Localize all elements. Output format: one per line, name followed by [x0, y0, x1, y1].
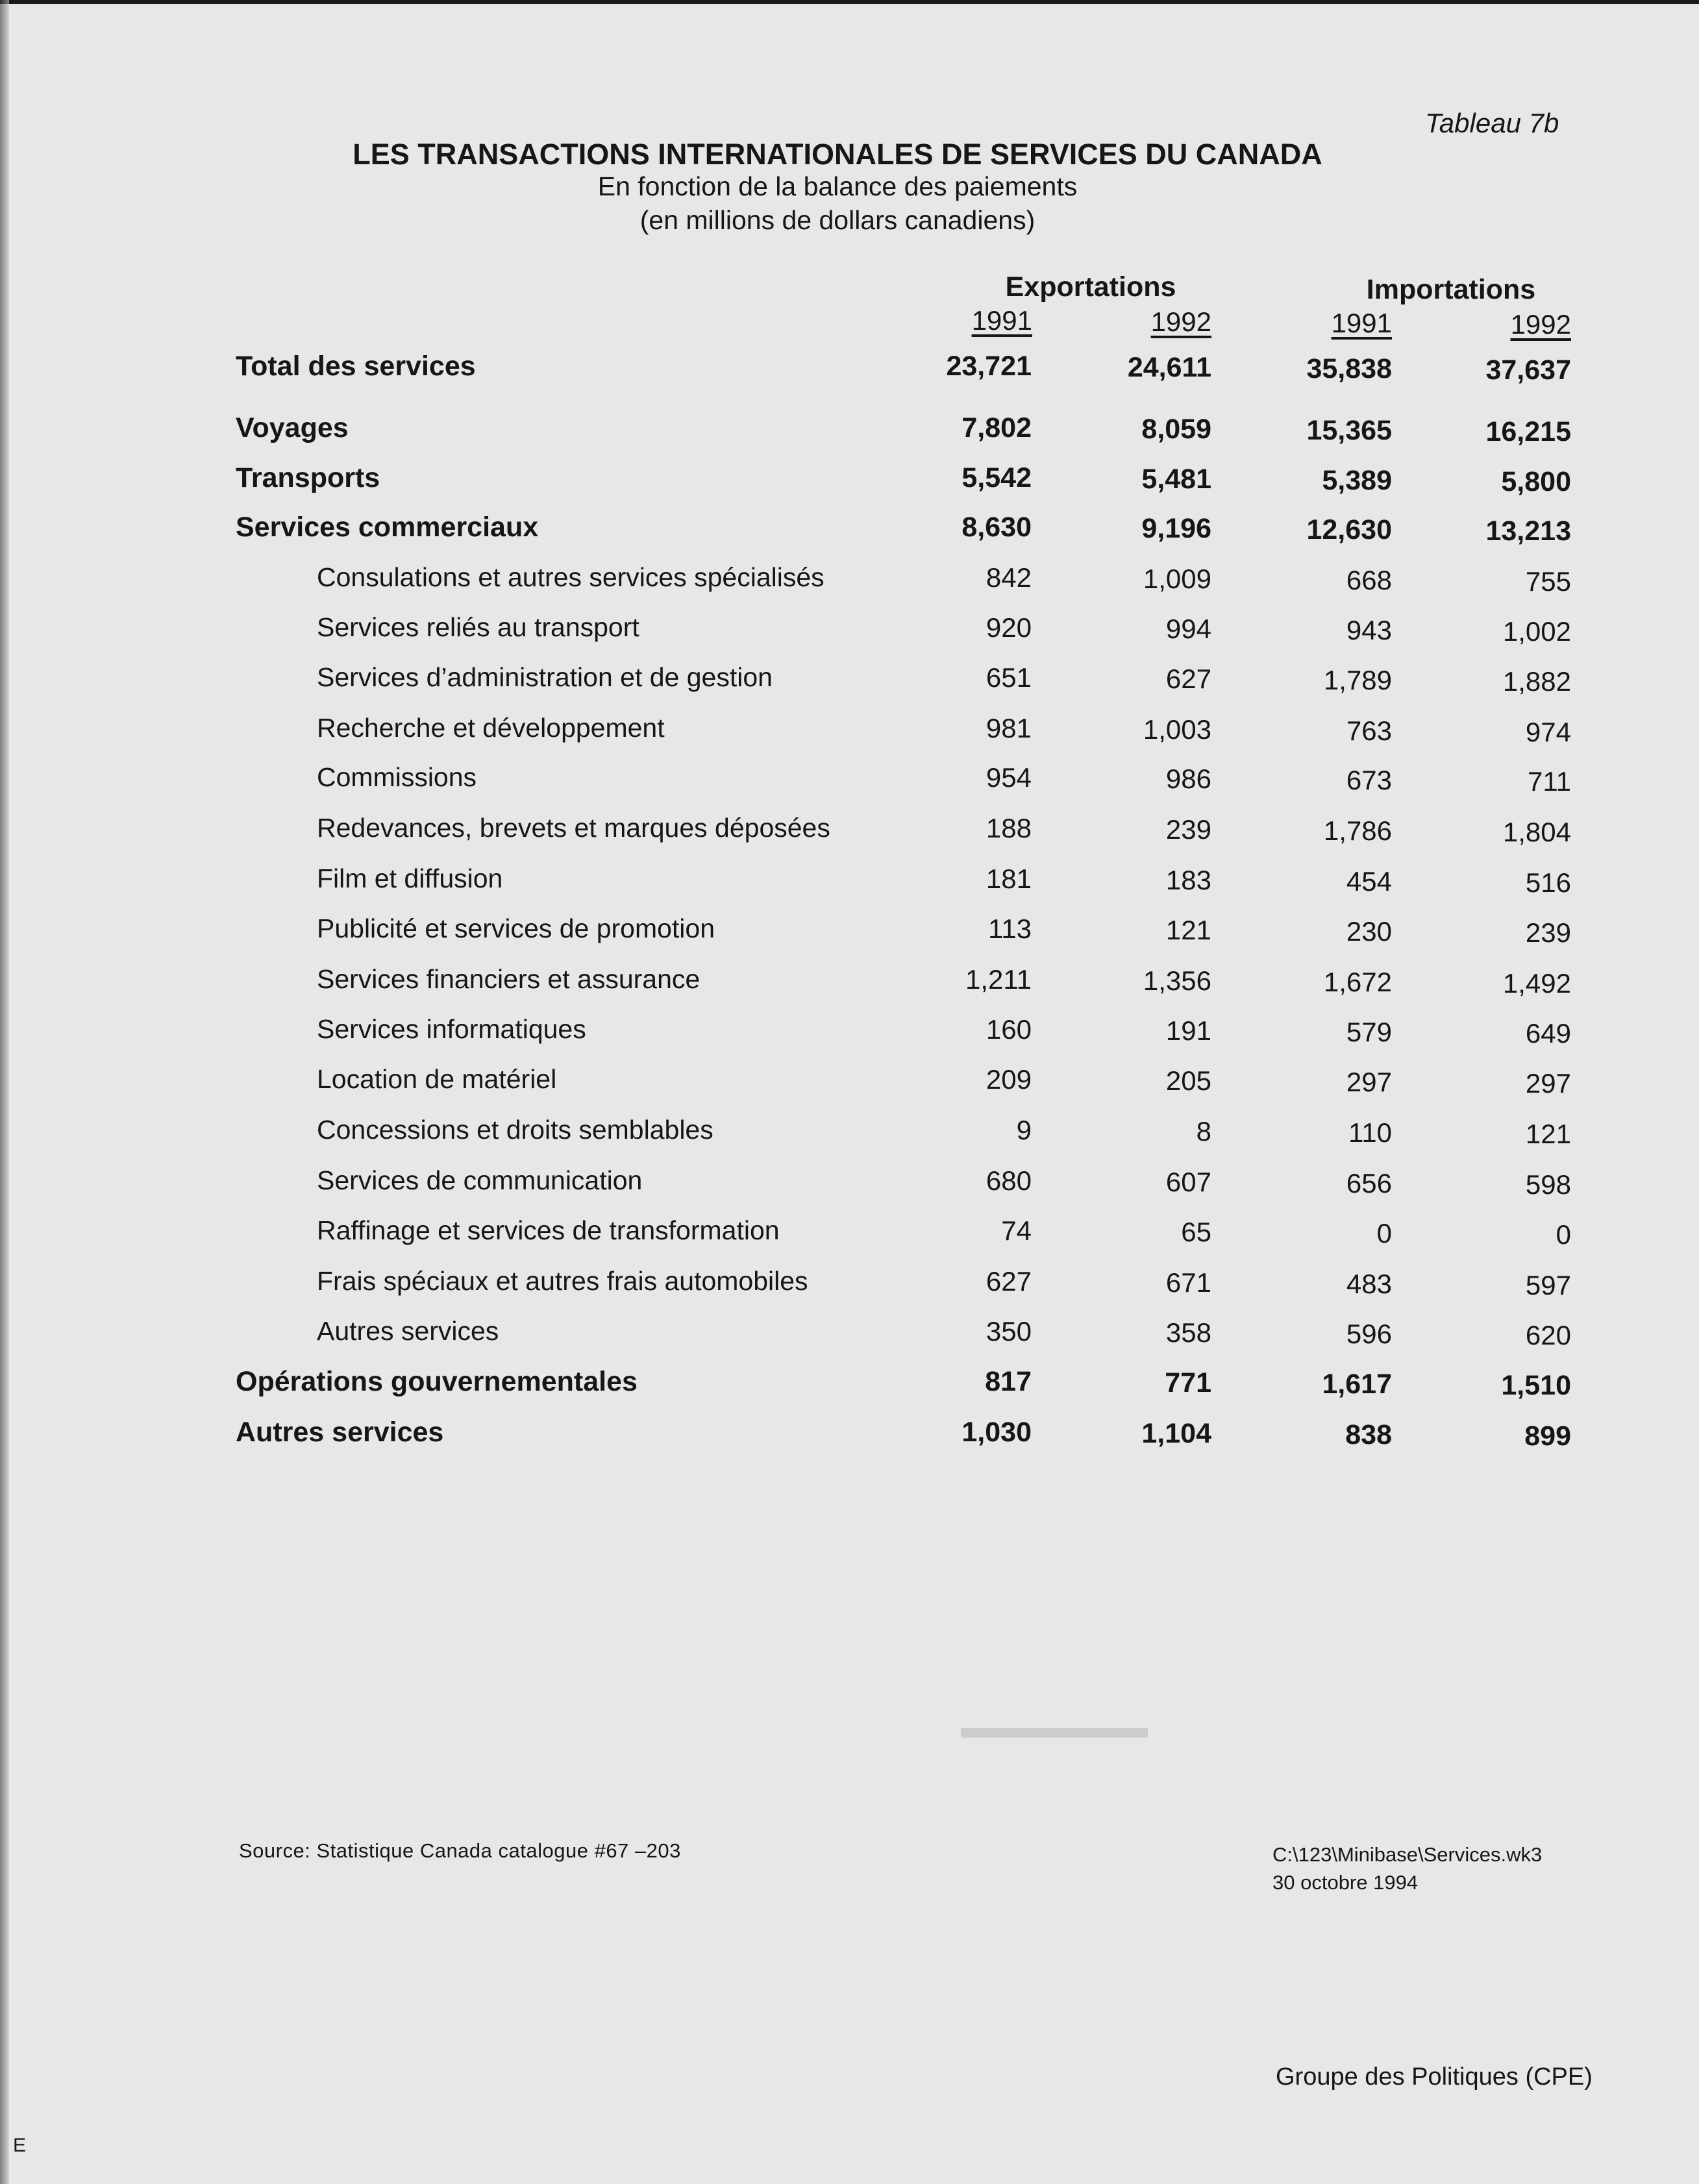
table-row	[0, 351, 1699, 390]
row-value: 209	[986, 1064, 1032, 1095]
row-value: 9,196	[1141, 513, 1211, 544]
row-value: 596	[1346, 1319, 1392, 1349]
row-label: Location de matériel	[317, 1064, 557, 1094]
row-value: 755	[1525, 566, 1571, 597]
file-info	[1272, 1841, 1542, 1896]
row-value: 673	[1346, 765, 1392, 795]
row-value: 188	[986, 813, 1032, 843]
row-value: 483	[1346, 1269, 1392, 1299]
row-value: 1,009	[1143, 564, 1211, 594]
row-value: 121	[1165, 915, 1211, 945]
row-value: 838	[1345, 1419, 1392, 1450]
row-value: 113	[988, 913, 1032, 944]
row-value: 191	[1165, 1015, 1211, 1046]
table-row	[0, 412, 1699, 451]
column-group-imports: Importations	[1366, 274, 1536, 305]
row-value: 239	[1525, 917, 1571, 948]
row-value: 1,492	[1502, 968, 1571, 999]
row-value: 350	[986, 1316, 1032, 1346]
row-value: 651	[986, 662, 1032, 693]
row-label: Transports	[236, 462, 380, 493]
row-value: 12,630	[1306, 514, 1392, 545]
row-value: 597	[1525, 1270, 1571, 1300]
table-row	[0, 762, 1699, 801]
row-value: 1,804	[1502, 817, 1571, 847]
file-date: 30 octobre 1994	[1272, 1871, 1419, 1894]
row-value: 297	[1346, 1067, 1392, 1097]
row-value: 598	[1525, 1169, 1571, 1200]
table-row	[0, 863, 1699, 902]
year-header: 1991	[971, 305, 1032, 336]
row-value: 986	[1165, 763, 1211, 794]
row-value: 516	[1525, 867, 1571, 898]
row-label: Services reliés au transport	[317, 612, 639, 642]
row-value: 899	[1524, 1421, 1571, 1452]
row-value: 358	[1165, 1317, 1211, 1348]
row-value: 8,059	[1141, 414, 1211, 445]
row-value: 920	[986, 612, 1032, 643]
row-value: 15,365	[1306, 415, 1392, 446]
row-value: 607	[1165, 1167, 1211, 1197]
row-label: Autres services	[317, 1316, 499, 1346]
row-value: 24,611	[1127, 352, 1211, 383]
row-value: 1,003	[1143, 714, 1211, 745]
row-value: 1,786	[1323, 815, 1392, 846]
row-value: 1,789	[1323, 665, 1392, 695]
row-label: Raffinage et services de transformation	[317, 1215, 780, 1245]
row-value: 121	[1525, 1119, 1571, 1149]
row-value: 110	[1348, 1117, 1392, 1148]
corner-mark: E	[13, 2135, 27, 2156]
row-value: 183	[1165, 865, 1211, 895]
row-value: 1,030	[961, 1417, 1032, 1448]
row-label: Services de communication	[317, 1165, 643, 1195]
row-value: 0	[1376, 1218, 1392, 1248]
subtitle-balance: En fonction de la balance des paiements	[597, 171, 1078, 201]
row-value: 981	[986, 713, 1032, 743]
scan-edge-top	[0, 0, 1699, 4]
row-value: 181	[986, 863, 1032, 894]
bleed-through-mark: ▬▬▬▬▬▬	[961, 1721, 1148, 1756]
table-row	[0, 1165, 1699, 1204]
row-value: 627	[1165, 664, 1211, 694]
row-value: 35,838	[1306, 353, 1392, 384]
file-path: C:\123\Minibase\Services.wk3	[1272, 1843, 1543, 1866]
table-row	[0, 662, 1699, 701]
row-value: 7,802	[961, 412, 1032, 443]
row-value: 5,389	[1322, 465, 1392, 496]
page-title: LES TRANSACTIONS INTERNATIONALES DE SERVICES DU CANADA	[353, 138, 1322, 171]
row-value: 37,637	[1485, 354, 1571, 386]
row-label: Recherche et développement	[317, 713, 665, 743]
table-row	[0, 1316, 1699, 1355]
row-value: 1,104	[1141, 1418, 1211, 1449]
row-value: 74	[1001, 1215, 1032, 1246]
row-label: Publicité et services de promotion	[317, 913, 715, 943]
table-row	[0, 1014, 1699, 1053]
table-row	[0, 813, 1699, 852]
subtitle-units: (en millions de dollars canadiens)	[639, 205, 1036, 235]
row-value: 1,882	[1502, 666, 1571, 697]
row-label: Services commerciaux	[236, 512, 539, 543]
table-row	[0, 1417, 1699, 1456]
row-value: 1,002	[1502, 616, 1571, 647]
table-row	[0, 512, 1699, 551]
row-value: 711	[1528, 766, 1571, 797]
source-note: Source: Statistique Canada catalogue #67 –203	[239, 1839, 681, 1862]
row-label: Opérations gouvernementales	[236, 1366, 638, 1397]
row-value: 9	[1016, 1115, 1032, 1145]
row-label: Autres services	[236, 1417, 444, 1448]
row-value: 656	[1346, 1168, 1392, 1198]
row-label: Frais spéciaux et autres frais automobiles	[317, 1266, 808, 1296]
table-row	[0, 1366, 1699, 1405]
row-value: 8,630	[961, 512, 1032, 543]
row-value: 763	[1346, 715, 1392, 746]
row-value: 5,481	[1141, 464, 1211, 495]
row-value: 65	[1181, 1217, 1211, 1247]
year-header: 1991	[1331, 308, 1392, 338]
row-value: 5,542	[961, 462, 1032, 493]
row-value: 16,215	[1485, 416, 1571, 447]
row-value: 668	[1346, 565, 1392, 595]
row-value: 943	[1346, 615, 1392, 645]
row-value: 1,672	[1323, 967, 1392, 997]
row-label: Services financiers et assurance	[317, 964, 701, 994]
row-value: 239	[1165, 814, 1211, 845]
row-value: 620	[1525, 1320, 1571, 1350]
year-header: 1992	[1150, 306, 1211, 337]
row-value: 817	[985, 1366, 1032, 1397]
row-value: 994	[1165, 614, 1211, 644]
footer-group: Groupe des Politiques (CPE)	[1276, 2063, 1593, 2091]
row-value: 974	[1525, 717, 1571, 747]
row-value: 842	[986, 562, 1032, 593]
row-value: 1,211	[965, 964, 1032, 995]
row-value: 627	[986, 1266, 1032, 1297]
row-value: 671	[1165, 1267, 1211, 1298]
row-value: 1,510	[1501, 1370, 1571, 1401]
row-value: 205	[1165, 1065, 1211, 1096]
row-label: Commissions	[317, 762, 477, 792]
row-value: 954	[986, 762, 1032, 793]
table-row	[0, 1115, 1699, 1154]
row-value: 454	[1346, 866, 1392, 897]
table-row	[0, 462, 1699, 501]
row-label: Redevances, brevets et marques déposées	[317, 813, 830, 843]
row-value: 771	[1165, 1367, 1211, 1398]
row-value: 1,617	[1322, 1369, 1392, 1400]
row-value: 5,800	[1501, 466, 1571, 497]
row-value: 13,213	[1485, 515, 1571, 547]
table-row	[0, 612, 1699, 651]
table-row	[0, 713, 1699, 752]
row-label: Film et diffusion	[317, 863, 503, 893]
row-value: 1,356	[1143, 965, 1211, 996]
table-row	[0, 1064, 1699, 1103]
row-value: 579	[1346, 1017, 1392, 1047]
row-label: Total des services	[236, 351, 476, 382]
row-label: Voyages	[236, 412, 349, 443]
year-header: 1992	[1510, 309, 1571, 340]
table-row	[0, 964, 1699, 1003]
row-value: 8	[1196, 1116, 1211, 1147]
row-label: Concessions et droits semblables	[317, 1115, 713, 1145]
row-value: 0	[1556, 1219, 1571, 1250]
row-value: 23,721	[946, 351, 1032, 382]
table-row	[0, 1266, 1699, 1305]
column-group-exports: Exportations	[1005, 271, 1176, 303]
row-label: Consulations et autres services spécialisés	[317, 562, 825, 592]
row-label: Services d’administration et de gestion	[317, 662, 773, 692]
table-row	[0, 562, 1699, 601]
row-value: 649	[1525, 1018, 1571, 1049]
row-value: 680	[986, 1165, 1032, 1196]
row-value: 230	[1346, 916, 1392, 947]
table-row	[0, 1215, 1699, 1254]
table-reference: Tableau 7b	[1425, 108, 1559, 138]
row-value: 160	[986, 1014, 1032, 1045]
row-value: 297	[1525, 1068, 1571, 1098]
table-row	[0, 913, 1699, 952]
row-label: Services informatiques	[317, 1014, 586, 1044]
